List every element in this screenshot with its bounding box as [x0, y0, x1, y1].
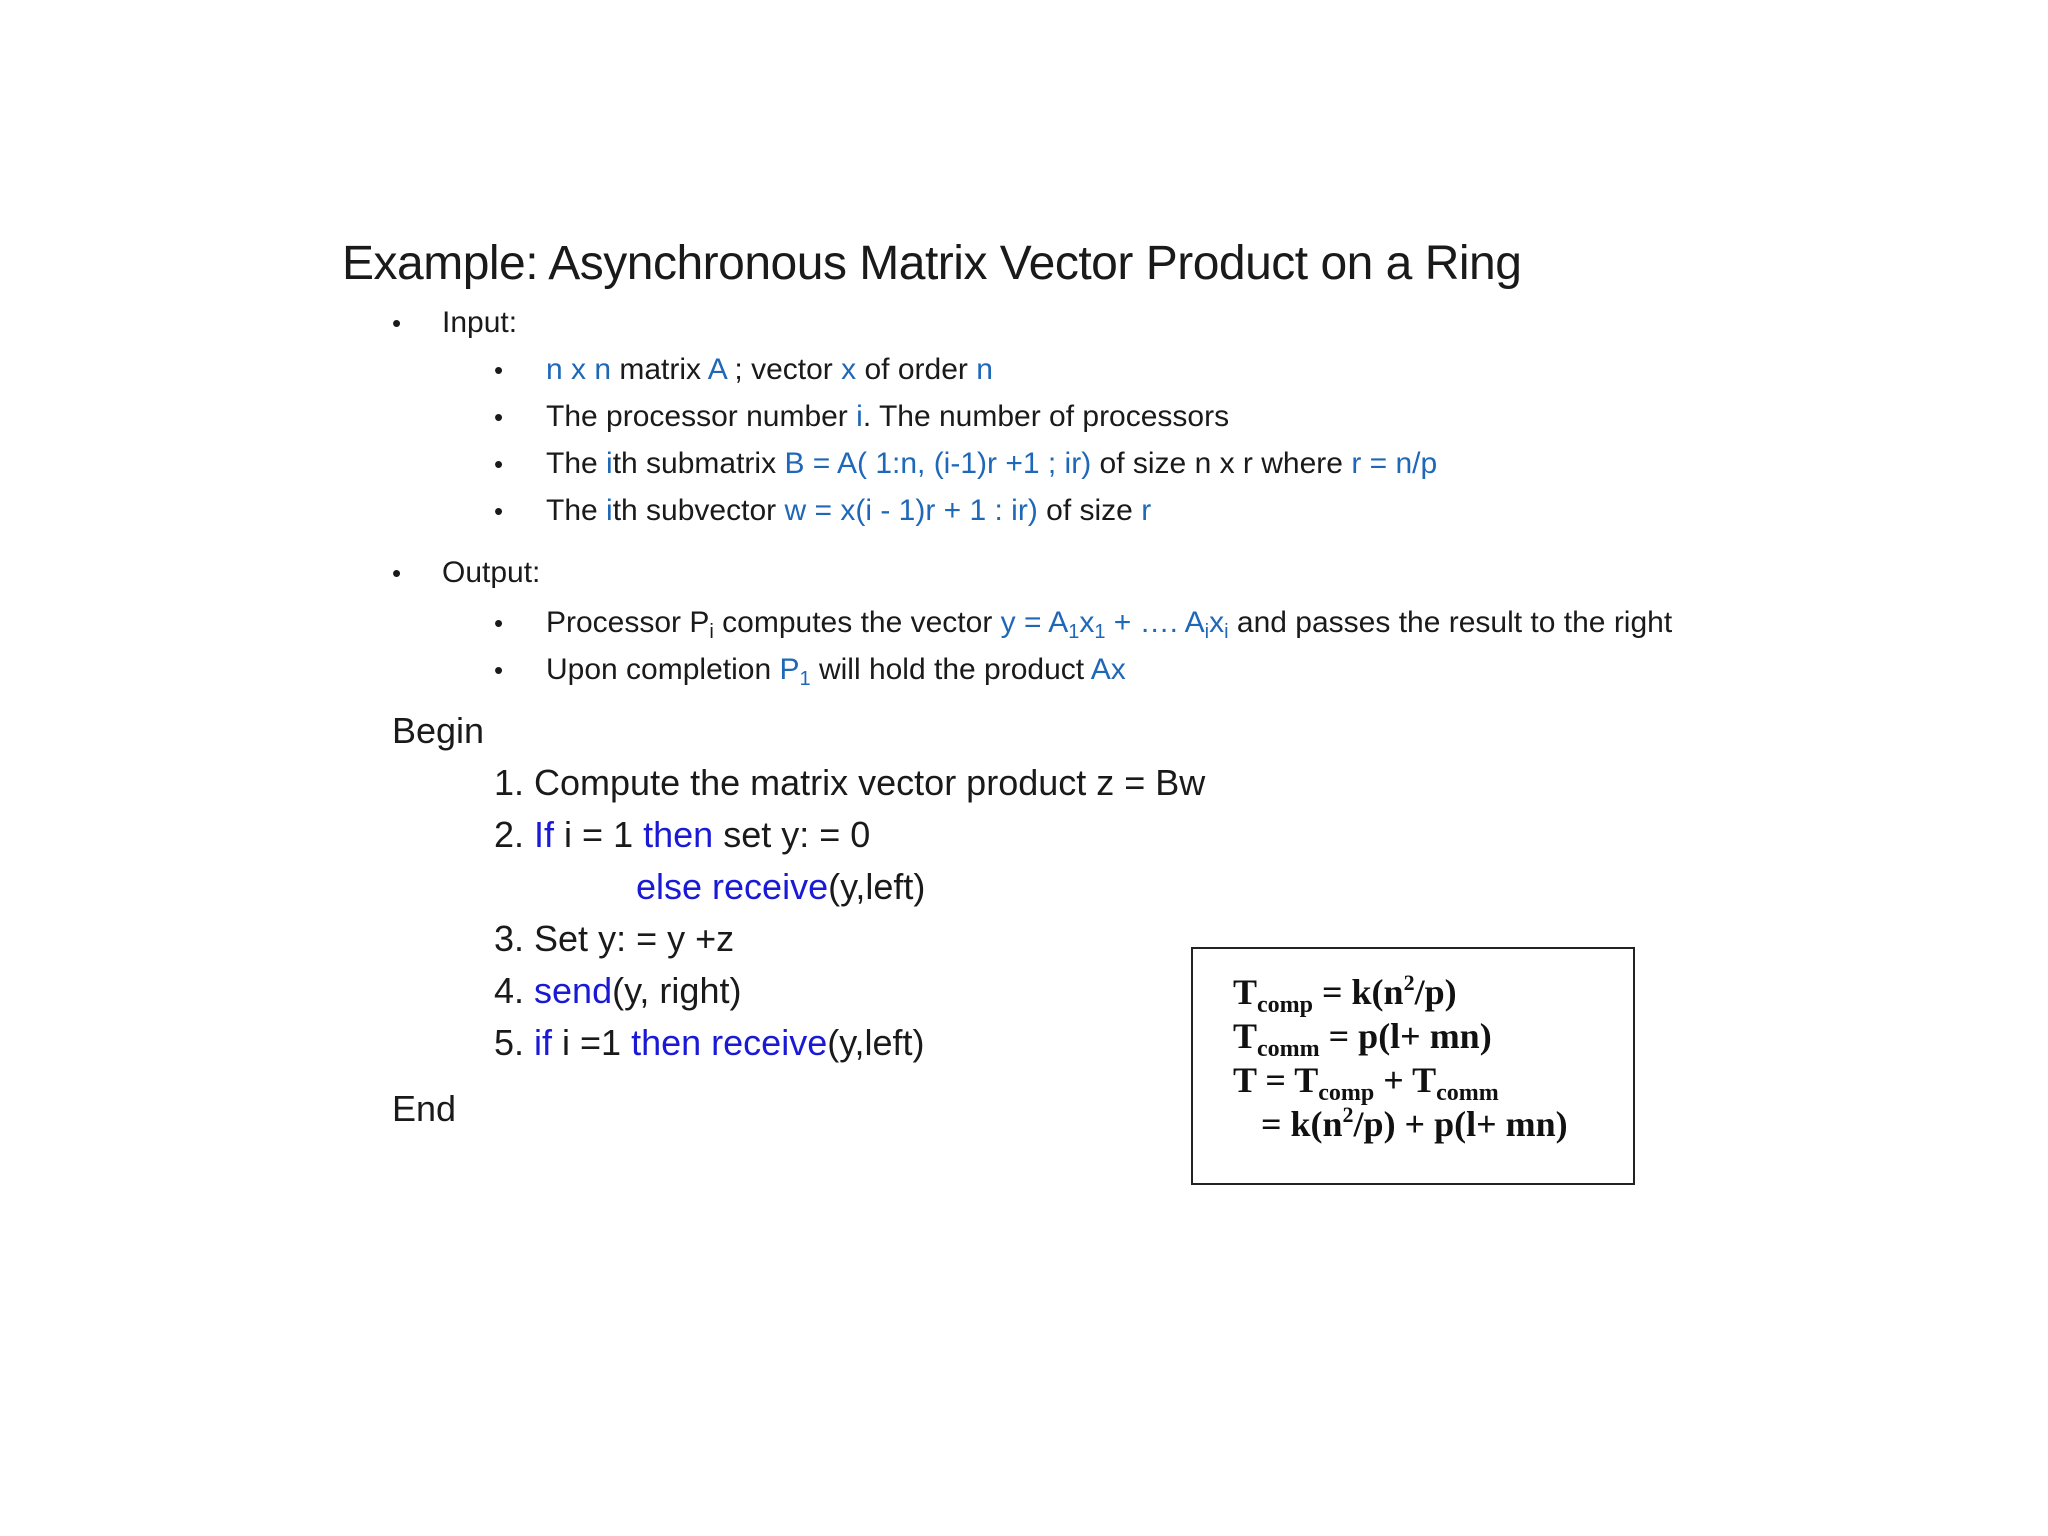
input-item-subvector-text1: The	[546, 494, 607, 527]
input-item-submatrix-i: i	[606, 447, 613, 480]
formula-t-expanded-sup: 2	[1342, 1102, 1354, 1127]
algo-step-2-if: If	[534, 814, 555, 855]
algo-step-4-num: 4.	[494, 970, 535, 1011]
algo-begin: Begin	[392, 710, 485, 751]
input-item-submatrix-r: r = n/p	[1351, 447, 1438, 480]
formula-t-total-T: T = T	[1233, 1060, 1319, 1100]
output-item-completion-P: P	[779, 653, 800, 686]
input-item-submatrix	[546, 447, 1437, 481]
input-item-matrix-x: x	[841, 353, 857, 386]
algo-step-4-args: (y, right)	[612, 970, 742, 1011]
output-item-compute-text3: and passes the result to the right	[1228, 606, 1673, 639]
formula-t-comm-expr: = p(l+ mn)	[1319, 1016, 1492, 1056]
bullet-input-3: •	[494, 449, 504, 479]
bullet-input-2: •	[494, 402, 504, 432]
input-item-processor-text1: The processor number	[546, 400, 857, 433]
formula-t-comm	[1233, 1015, 1492, 1062]
algo-step-3: 3. Set y: = y +z	[494, 918, 735, 959]
algo-step-2-cond: i = 1	[554, 814, 644, 855]
output-item-compute-y: y = A	[1000, 606, 1069, 639]
bullet-input-4: •	[494, 496, 504, 526]
formula-t-comp	[1233, 970, 1457, 1018]
input-item-subvector-r: r	[1141, 494, 1152, 527]
output-label: Output:	[442, 556, 541, 589]
algo-step-2-else-receive: else receive	[636, 866, 829, 907]
formula-t-total	[1233, 1059, 1499, 1106]
formula-t-expanded-start: = k(n	[1261, 1104, 1343, 1144]
output-item-compute-sub3: i	[1204, 621, 1210, 643]
bullet-input: •	[392, 308, 402, 338]
output-item-compute-x1: x	[1079, 606, 1095, 639]
algo-step-2-action: set y: = 0	[713, 814, 871, 855]
formula-t-comm-T: T	[1233, 1016, 1258, 1056]
input-item-processor	[546, 400, 1229, 434]
output-item-compute-sub-i: i	[709, 621, 714, 643]
formula-t-total-sub1: comp	[1318, 1080, 1375, 1106]
bullet-input-1: •	[494, 355, 504, 385]
bullet-output-2: •	[494, 655, 504, 685]
algo-step-5	[494, 1022, 925, 1064]
input-item-submatrix-text2: th submatrix	[612, 447, 785, 480]
input-item-matrix-dims: n x n	[546, 353, 612, 386]
formula-t-comp-expr: = k(n	[1313, 972, 1404, 1012]
input-item-subvector-text2: th subvector	[612, 494, 785, 527]
input-item-matrix-text2: ; vector	[726, 353, 842, 386]
input-item-subvector	[546, 494, 1151, 528]
algo-step-2	[494, 814, 870, 856]
formula-t-total-sub2: comm	[1436, 1080, 1499, 1106]
input-item-subvector-w: w = x(i - 1)r + 1 : ir)	[784, 494, 1038, 527]
algo-step-5-num: 5.	[494, 1022, 535, 1063]
formula-t-expanded-end: /p) + p(l+ mn)	[1353, 1104, 1568, 1144]
formula-t-comp-end: /p)	[1414, 972, 1457, 1012]
formula-t-comm-sub: comm	[1257, 1036, 1320, 1062]
input-label: Input:	[442, 306, 518, 339]
output-item-compute-text2: computes the vector	[713, 606, 1001, 639]
output-item-completion	[546, 653, 1126, 690]
algo-step-5-args: (y,left)	[827, 1022, 925, 1063]
algo-step-5-then-receive: then receive	[631, 1022, 828, 1063]
output-item-completion-text2: will hold the product	[810, 653, 1091, 686]
input-item-subvector-i: i	[606, 494, 613, 527]
output-item-compute-xi: x	[1209, 606, 1225, 639]
output-item-completion-Ax: Ax	[1090, 653, 1126, 686]
complexity-formula-box	[1191, 947, 1635, 1185]
algo-step-5-if: if	[534, 1022, 553, 1063]
algo-step-2-then: then	[643, 814, 714, 855]
algo-end: End	[392, 1088, 457, 1129]
input-item-matrix-text3: of order	[856, 353, 977, 386]
output-item-compute-sub2: 1	[1094, 621, 1106, 643]
bullet-output: •	[392, 558, 402, 588]
formula-t-expanded	[1261, 1103, 1568, 1145]
input-item-subvector-text3: of size	[1037, 494, 1142, 527]
output-item-compute-sub4: i	[1224, 621, 1229, 643]
algo-step-5-cond: i =1	[552, 1022, 632, 1063]
input-item-submatrix-text1: The	[546, 447, 607, 480]
algo-step-2-else-args: (y,left)	[828, 866, 926, 907]
algo-step-2-else	[636, 866, 925, 908]
input-item-matrix	[546, 353, 993, 387]
input-item-matrix-A: A	[707, 353, 727, 386]
input-item-submatrix-B: B = A( 1:n, (i-1)r +1 ; ir)	[784, 447, 1092, 480]
formula-t-comp-sup: 2	[1403, 970, 1415, 995]
output-item-compute	[546, 606, 1673, 643]
input-item-processor-i: i	[856, 400, 863, 433]
algo-step-1: 1. Compute the matrix vector product z = Bw	[494, 762, 1206, 803]
algo-step-4	[494, 970, 741, 1012]
output-item-compute-sub1: 1	[1068, 621, 1080, 643]
input-item-matrix-n: n	[976, 353, 993, 386]
output-item-compute-text1: Processor P	[546, 606, 710, 639]
input-item-submatrix-text3: of size n x r where	[1091, 447, 1352, 480]
algo-step-4-send: send	[534, 970, 613, 1011]
algo-step-2-num: 2.	[494, 814, 535, 855]
output-item-completion-sub: 1	[799, 668, 811, 690]
output-item-compute-Ai: + …. A	[1105, 606, 1205, 639]
slide-title: Example: Asynchronous Matrix Vector Product on a Ring	[342, 237, 1522, 290]
formula-t-comp-T: T	[1233, 972, 1258, 1012]
formula-t-comp-sub: comp	[1257, 992, 1314, 1018]
output-item-completion-text1: Upon completion	[546, 653, 780, 686]
input-item-matrix-text1: matrix	[611, 353, 708, 386]
bullet-output-1: •	[494, 608, 504, 638]
formula-t-total-plus: + T	[1374, 1060, 1437, 1100]
input-item-processor-text2: . The number of processors	[862, 400, 1230, 433]
